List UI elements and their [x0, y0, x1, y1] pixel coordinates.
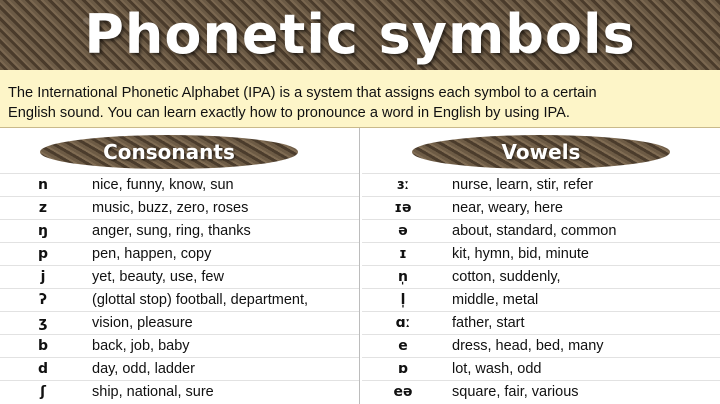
example-words: middle, metal: [452, 292, 539, 308]
example-words: lot, wash, odd: [452, 361, 542, 377]
table-row: [362, 380, 720, 403]
example-words: vision, pleasure: [92, 315, 193, 331]
ipa-symbol: eə: [393, 384, 413, 400]
intro-line-2: English sound. You can learn exactly how to pronounce a word in English by using IPA.: [8, 105, 570, 121]
table-row: [0, 288, 359, 311]
table-row: [0, 173, 359, 196]
intro-box: [0, 70, 720, 128]
ipa-symbol: p: [37, 246, 49, 262]
table-row: [0, 357, 359, 380]
ipa-symbol: e: [398, 338, 408, 354]
ipa-symbol: ɪ: [399, 246, 407, 262]
page-title: Phonetic symbols: [84, 3, 636, 66]
example-words: cotton, suddenly,: [452, 269, 561, 285]
ipa-symbol: n: [38, 177, 48, 193]
table-row: [0, 242, 359, 265]
intro-line-1: The International Phonetic Alphabet (IPA) is a system that assigns each symbol to a certain: [8, 85, 597, 101]
ipa-symbol: ɜː: [396, 177, 410, 193]
title-banner: [0, 0, 720, 70]
example-words: music, buzz, zero, roses: [92, 200, 249, 216]
table-row: [0, 334, 359, 357]
ipa-symbol: n̩: [398, 269, 408, 285]
vowels-column: [362, 128, 720, 404]
table-row: [362, 311, 720, 334]
example-words: about, standard, common: [452, 223, 617, 239]
example-words: (glottal stop) football, department,: [92, 292, 309, 308]
example-words: nurse, learn, stir, refer: [452, 177, 594, 193]
ipa-symbol: ʔ: [38, 292, 48, 308]
example-words: nice, funny, know, sun: [92, 177, 234, 193]
ipa-symbol: ɑː: [395, 315, 411, 331]
vowels-heading: Vowels: [412, 135, 670, 169]
table-row: [362, 173, 720, 196]
ipa-symbol: z: [38, 200, 48, 216]
example-words: pen, happen, copy: [92, 246, 212, 262]
example-words: square, fair, various: [452, 384, 579, 400]
table-row: [0, 219, 359, 242]
table-row: [0, 265, 359, 288]
example-words: back, job, baby: [92, 338, 190, 354]
table-row: [362, 242, 720, 265]
ipa-symbol: ŋ: [38, 223, 48, 239]
ipa-symbol: d: [37, 361, 49, 377]
example-words: father, start: [452, 315, 525, 331]
consonants-heading: Consonants: [40, 135, 298, 169]
table-row: [362, 288, 720, 311]
ipa-symbol: b: [37, 338, 49, 354]
example-words: ship, national, sure: [92, 384, 214, 400]
vowels-list: [362, 173, 720, 403]
example-words: dress, head, bed, many: [452, 338, 604, 354]
table-row: [362, 357, 720, 380]
example-words: day, odd, ladder: [92, 361, 195, 377]
table-row: [0, 311, 359, 334]
table-row: [362, 219, 720, 242]
table-row: [0, 380, 359, 403]
consonants-list: [0, 173, 359, 403]
ipa-symbol: ʃ: [40, 384, 46, 400]
table-row: [362, 196, 720, 219]
table-row: [362, 334, 720, 357]
table-row: [362, 265, 720, 288]
ipa-symbol: ʒ: [38, 315, 48, 331]
ipa-symbol: ə: [398, 223, 408, 239]
consonants-column: [0, 128, 360, 404]
example-words: near, weary, here: [452, 200, 563, 216]
ipa-symbol: j: [40, 269, 46, 285]
ipa-symbol: ɒ: [397, 361, 409, 377]
ipa-symbol: ɪə: [394, 200, 412, 216]
ipa-symbol: l̩: [400, 292, 406, 308]
example-words: kit, hymn, bid, minute: [452, 246, 589, 262]
example-words: yet, beauty, use, few: [92, 269, 224, 285]
table-row: [0, 196, 359, 219]
example-words: anger, sung, ring, thanks: [92, 223, 251, 239]
